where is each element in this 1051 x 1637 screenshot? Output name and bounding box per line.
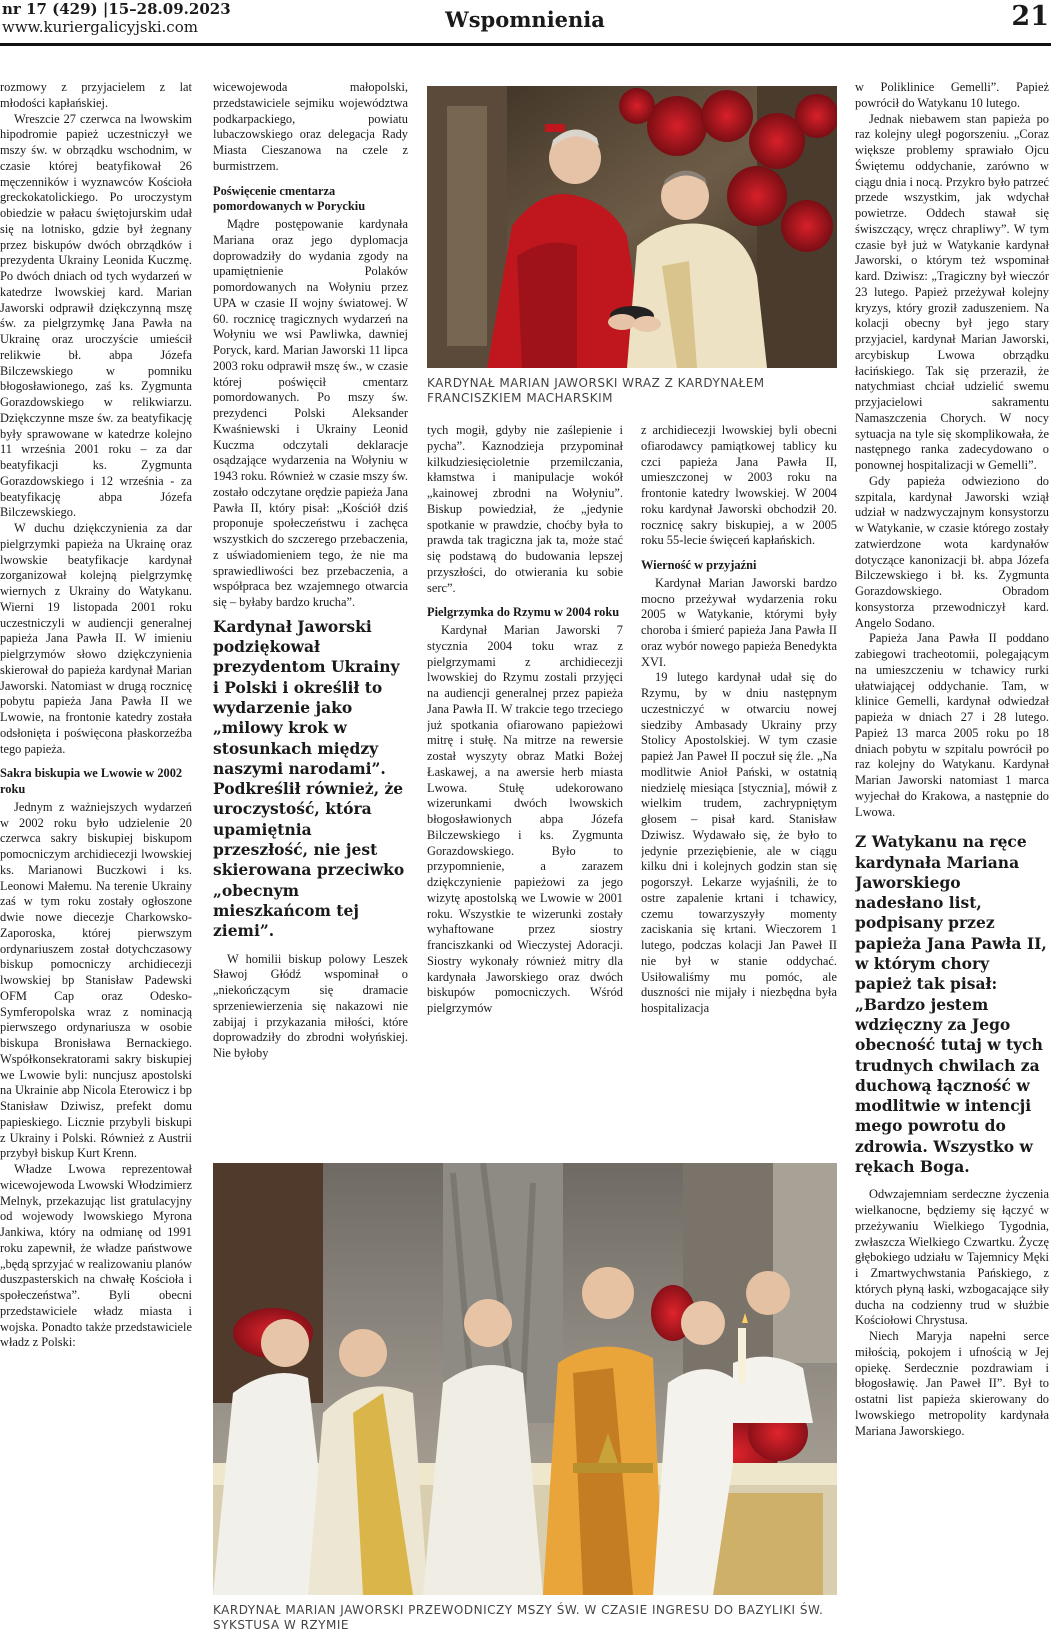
paragraph: Władze Lwowa reprezentował wicewojewoda Lwowski Włodzimierz Melnyk, przekazując list gratulacyjny od wojewody lwowskiego Myrona Jankiwa, który na odmianę od 1991 roku zapewnił, że władze państwowe „będą sprzyjać w realizowaniu planów duszpasterskich na chwałę Kościoła i społeczeństwa”. Byli obecni przedstawiciele władz miasta i wojska. Ponadto także przedstawiciele władz z Polski: — [0, 1162, 192, 1350]
paragraph: Papieża Jana Pawła II poddano zabiegowi tracheotomii, polegającym na umieszczeniu w tchawicy rurki ułatwiającej oddychanie. Tam, w klinice Gemelli, kardynał odwiedzał papieża w dniach 27 i 28 lutego. Papież 13 marca 2005 roku po 18 dniach pobytu w szpitalu powrócił po raz kolejny do Watykanu. Kardynał Marian Jaworski natomiast 1 marca wyjechał do Krakowa, a następnie do Lwowa. — [855, 631, 1049, 819]
paragraph: wicewojewoda małopolski, przedstawiciele sejmiku województwa podkarpackiego, powiatu lubaczowskiego oraz delegacja Rady Miasta Cieszanowa na czele z burmistrzem. — [213, 80, 408, 173]
paragraph: Odwzajemniam serdeczne życzenia wielkanocne, będziemy się łączyć w przeżywaniu Wielkiego Tygodnia, zwłaszcza Wielkiego Czwartku. Życzę głębokiego udziału w Tajemnicy Męki i Zmartwychwstania Pańskiego, z których płyną łaski, wzbogacające siły ducha na codzienny trud w służbie Kościołowi Chrystusa. — [855, 1187, 1049, 1328]
photo-caption: KARDYNAŁ MARIAN JAWORSKI WRAZ Z KARDYNAŁEM FRANCISZKIEM MACHARSKIM — [427, 376, 765, 405]
issue-info: nr 17 (429) |15–28.09.2023 — [2, 0, 231, 18]
paragraph: Niech Maryja napełni serce miłością, pokojem i ufnością w Jej opiekę. Serdecznie pozdrawiam i błogosławię. Jan Paweł II”. Był to ostatni list papieża skierowany do lwowskiego metropolity kardynała Mariana Jaworskiego. — [855, 1329, 1049, 1438]
paragraph: Mądre postępowanie kardynała Mariana oraz jego dyplomacja doprowadziły do wydania zgody na upamiętnienie Polaków pomordowanych na Wołyniu przez UPA w czasie II wojny światowej. W 60. rocznicę tragicznych wydarzeń na Wołyniu we wsi Pawliwka, dawniej Poryck, kard. Marian Jaworski 11 lipca 2003 roku odprawił mszę św., w czasie której poświęcił cmentarz pomordowanych. Po mszy św. prezydenci Polski Aleksander Kwaśniewski i Ukrainy Leonid Kuczma odczytali deklaracje osądzające wydarzenia na Wołyniu w 1943 roku. Również w czasie mszy św. zostało odczytane orędzie papieża Jana Pawła II, który pisał: „Kościół dziś proponuje społeczeństwu i zachęca wszystkich do szczerego przebaczenia, z uświadomieniem tego, że nie ma sprawiedliwości bez przebaczenia, a współpraca bez wzajemnego otwarcia się – byłaby bardzo krucha”. — [213, 217, 408, 609]
website-url[interactable]: www.kuriergalicyjski.com — [2, 18, 198, 36]
article-column-2 — [213, 80, 408, 1152]
subheading: Sakra biskupia we Lwowie w 2002 roku — [0, 766, 183, 796]
paragraph: z archidiecezji lwowskiej byli obecni ofiarodawcy pamiątkowej tablicy ku czci papieża Jana Pawła II, umieszczonej w 2003 roku na frontonie katedry lwowskiej. W 2004 roku kardynał Jaworski obchodził 20. rocznicę sakry biskupiej, a w 2005 roku 55-lecie święceń kapłańskich. — [641, 423, 837, 548]
header-rule — [0, 43, 1051, 46]
paragraph: 19 lutego kardynał udał się do Rzymu, by w dniu następnym uczestniczyć w otwarciu nowej siedziby Ambasady Ukrainy przy Stolicy Apostolskiej. W tym czasie papież Jan Paweł II poczuł się źle. „Na modlitwie Anioł Pański, w ostatnią niedzielę miesiąca [stycznia], mówił z wielkim trudem, zachrypniętym głosem – pisał kard. Stanisław Dziwisz. Wydawało się, że było to jedynie przeziębienie, ale w ciągu kilku dni i kolejnych godzin stan się pogorszył. Lekarze wyjaśnili, że to ostre zapalenie krtani i tchawicy, czemu towarzyszyły momenty zaciskania się krtani. Wieczorem 1 lutego, podczas kolacji Jan Paweł II nie był w stanie oddychać. Usiłowaliśmy mu pomóc, ale duszności nie mijały i niezbędna była hospitalizacja — [641, 670, 837, 1015]
subheading: Pielgrzymka do Rzymu w 2004 roku — [427, 605, 620, 620]
paragraph: Kardynał Marian Jaworski bardzo mocno przeżywał wydarzenia roku 2005 w Watykanie, którymi były choroba i śmierć papieża Jana Pawła II oraz wybór nowego papieża Benedykta XVI. — [641, 575, 837, 669]
article-column-5 — [855, 80, 1049, 1637]
subheading: Poświęcenie cmentarza pomordowanych w Poryckiu — [213, 183, 366, 214]
paragraph: w Poliklinice Gemelli”. Papież powrócił do Watykanu 10 lutego. — [855, 80, 1049, 110]
photo-mass-basilica — [213, 1163, 837, 1595]
paragraph: rozmowy z przyjacielem z lat młodości kapłańskiej. — [0, 80, 192, 110]
pull-quote: Kardynał Jaworski podziękował prezydentom Ukrainy i Polski i określił to wydarzenie jako „milowy krok w stosunkach między naszymi narodami”. Podkreślił również, że uroczystość, która upamiętnia przeszłość, nie jest skierowana przeciwko „obecnym mieszkańcom tej ziemi”. — [213, 616, 405, 941]
photo-cardinals-image — [427, 86, 837, 368]
article-column-1 — [0, 80, 192, 1637]
paragraph: Jednak niebawem stan papieża po raz kolejny uległ pogorszeniu. „Coraz większe problemy sprawiało Ojcu Świętemu oddychanie, zarówno w ciągu dnia i nocą. Przykro było patrzeć przede wszystkim, jak wdychał powietrze. Oddech stawał się świszczący, wręcz chrapliwy”. W tym czasie był już w Watykanie kardynał Jaworski, o którym też wspominał kard. Dziwisz: „Tragiczny był wieczór 23 lutego. Papież przeżywał kolejny kryzys, który groził zaduszeniem. Na kolacji obecny był jego stary przyjaciel, kardynał Marian Jaworski, arcybiskup Lwowa obrządku łacińskiego. Tak się przeraził, że natychmiast chciał udzielić swemu przyjacielowi sakramentu Namaszczenia Chorych. W nocy sytuacja na tyle się skomplikowała, że następnego ranka zadecydowano o ponownej hospitalizacji w Gemelli”. — [855, 111, 1049, 472]
article-column-4 — [641, 423, 837, 1153]
photo-cardinals — [427, 86, 837, 368]
photo-mass-basilica-image — [213, 1163, 837, 1595]
photo-caption: KARDYNAŁ MARIAN JAWORSKI PRZEWODNICZY MSZY ŚW. W CZASIE INGRESU DO BAZYLIKI ŚW. SYKSTUSA W RZYMIE — [213, 1603, 824, 1632]
paragraph: Gdy papieża odwieziono do szpitala, kardynał Jaworski wziął udział w nadzwyczajnym konsystorzu w Watykanie, w czasie którego zostały zatwierdzone wota kardynałów dotyczące kanonizacji bł. abpa Józefa Bilczewskiego i bł. ks. Zygmunta Gorazdowskiego. Obradom konsystorza przewodniczył kard. Angelo Sodano. — [855, 473, 1049, 630]
paragraph: Wreszcie 27 czerwca na lwowskim hipodromie papież uczestniczył we mszy św. w obrządku wschodnim, w czasie której beatyfikował 26 męczenników i wyznawców Kościoła greckokatolickiego. Po uroczystym obiedzie w pałacu świętojurskim udał się na lotnisko, gdzie był żegnany przez biskupów dwóch obrządków i prezydenta Ukrainy Leonida Kuczmę. Po dwóch dniach od tych wydarzeń w katedrze lwowskiej kard. Marian Jaworski odprawił dziękczynną mszę św. za pielgrzymkę Jana Pawła na Ukrainę oraz uroczyście umieścił relikwie bł. abpa Józefa Bilczewskiego w pomniku błogosławionego, zaś ks. Zygmunta Gorazdowskiego w relikwiarzu. Dziękczynne msze św. za beatyfikację były sprawowane w katedrze kolejno 11 września 2001 roku – za dar beatyfikacji ks. Zygmunta Gorazdowskiego i 12 września - za beatyfikację abpa Józefa Bilczewskiego. — [0, 111, 192, 520]
paragraph: W homilii biskup polowy Leszek Sławoj Głódź wspominał o „niekończącym się dramacie sprzeniewierzenia się nakazowi nie zabijaj i przykazania miłości, które doprowadziły do zbrodni wołyńskiej. Nie byłoby — [213, 951, 408, 1060]
section-title: Wspomnienia — [445, 7, 605, 32]
paragraph: Jednym z ważniejszych wydarzeń w 2002 roku było udzielenie 20 czerwca sakry biskupiej biskupom pomocniczym archidiecezji lwowskiej ks. Marianowi Buczkowi i ks. Leonowi Małemu. Na terenie Ukrainy zaś w tym roku zostały ogłoszone dwie nowe diecezje Charkowsko-Zaporoska, której pierwszym ordynariuszem został dotychczasowy biskup pomocniczy archidiecezji lwowskiej bp Stanisław Padewski OFM Cap oraz Odesko-Symferopolska wraz z nominacją pierwszego ordynariusza w osobie biskupa Bronisława Bernackiego. Współkonsekratorami sakry biskupiej we Lwowie byli: nuncjusz apostolski na Ukrainie abp Nicola Eterowicz i bp Stanisław Dziwisz, prefekt domu papieskiego. Licznie przybyli biskupi z Ukrainy i Polski. Również z Austrii przybył biskup Kurt Krenn. — [0, 799, 192, 1161]
article-column-3 — [427, 423, 623, 1153]
subheading: Wierność w przyjaźni — [641, 558, 757, 572]
paragraph: W duchu dziękczynienia za dar pielgrzymki papieża na Ukrainę oraz lwowskie beatyfikacje kardynał zorganizował kolejną pielgrzymkę wiernych z Ukrainy do Watykanu. Wierni 19 listopada 2001 roku uczestniczyli w audiencji generalnej papieża Jana Pawła II. W imieniu pielgrzymów słowo dziękczynienia skierował do papieża kardynał Marian Jaworski. Natomiast w drugą rocznicę pobytu papieża Jana Pawła II we Lwowie, na frontonie katedry została odsłonięta i poświęcona płaskorzeźba tego papieża. — [0, 521, 192, 756]
paragraph: Kardynał Marian Jaworski 7 stycznia 2004 toku wraz z pielgrzymami z archidiecezji lwowskiej do Rzymu zostali przyjęci na audiencji generalnej przez papieża Jana Pawła II. W trakcie tego trzeciego już spotkania ofiarowano papieżowi mitrę i stułę. Na mitrze na rewersie został wyszyty obraz Matki Bożej Łaskawej, a na awersie herb miasta Lwowa. Stułę udekorowano wizerunkami dwóch lwowskich błogosławionych abpa Józefa Bilczewskiego i ks. Zygmunta Gorazdowskiego. Było to przypomnienie, a zarazem dziękczynienie papieżowi za jego wizytę apostolską we Lwowie w 2001 roku. Wszystkie te wizerunki zostały wyhaftowane przez siostry franciszkanki od Wieczystej Adoracji. Siostry wykonały również mitry dla kardynała Jaworskiego oraz dwóch biskupów pomocniczych. Wśród pielgrzymów — [427, 623, 623, 1015]
paragraph: tych mogił, gdyby nie zaślepienie i pycha”. Kaznodzieja przypominał kilkudziesięcioletnie przemilczania, kłamstwa i manipulacje wokół „kainowej zbrodni na Wołyniu”. Biskup powiedział, że „jedynie spotkanie w prawdzie, choćby była to prawda tak tragiczna jak ta, może stać się podstawą do budowania lepszej przyszłości, do otwierania ku sobie serc”. — [427, 423, 623, 595]
page-number: 21 — [1011, 1, 1049, 32]
pull-quote: Z Watykanu na ręce kardynała Mariana Jaworskiego nadesłano list, podpisany przez papieża Jana Pawła II, w którym chory papież tak pisał: „Bardzo jestem wdzięczny za Jego obecność tutaj w tych trudnych chwilach za duchową łączność w modlitwie w intencji mego powrotu do zdrowia. Wszystko w rękach Boga. — [855, 832, 1047, 1176]
